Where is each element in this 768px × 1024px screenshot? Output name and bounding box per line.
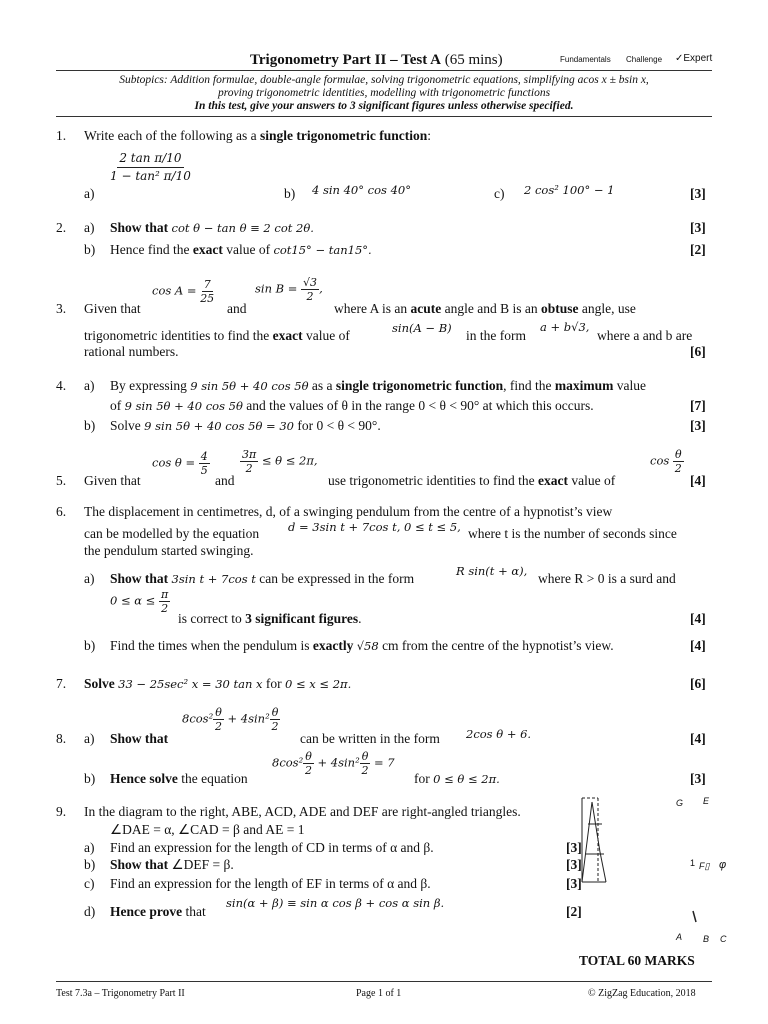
total-marks: TOTAL 60 MARKS bbox=[579, 953, 695, 968]
q9-c-label: c) bbox=[84, 876, 95, 891]
footer-right: © ZigZag Education, 2018 bbox=[588, 988, 696, 999]
level-challenge: Challenge bbox=[626, 55, 663, 64]
diagram-label-one: 1 bbox=[690, 858, 696, 868]
q9-number: 9. bbox=[56, 804, 67, 819]
q6-a-range: 0 ≤ α ≤ $\frac{\pi}{2}$ bbox=[110, 588, 169, 615]
footer-center: Page 1 of 1 bbox=[356, 988, 402, 999]
q5-range: $\frac{3\pi}{2}$ ≤ θ ≤ 2π, bbox=[242, 448, 318, 475]
q9-c-text: Find an expression for the length of EF in terms of α and β. bbox=[110, 876, 431, 891]
q3-line2: trigonometric identities to find the exact value of bbox=[84, 328, 350, 343]
q1-a-fraction: $\frac{\text{2 tan π/10}}{\text{1 − tan² π/10}}$ bbox=[110, 151, 191, 183]
q6-number: 6. bbox=[56, 504, 67, 519]
q2-a-label: a) bbox=[84, 220, 95, 235]
footer-rule bbox=[56, 981, 712, 982]
q1-b-label: b) bbox=[284, 186, 296, 201]
q3-sinB: sin B = $\frac{√3}{2}$ , bbox=[255, 276, 323, 303]
q6-line1: The displacement in centimetres, d, of a swinging pendulum from the centre of a hypnotist’s view bbox=[84, 504, 613, 519]
q2-b-marks: [2] bbox=[690, 242, 706, 257]
q1-a-label: a) bbox=[84, 186, 95, 201]
subtopics-line1: Subtopics: Addition formulae, double-angle formulae, solving trigonometric equations, simplifying acos x ± bsin x, bbox=[119, 74, 649, 86]
q3-number: 3. bbox=[56, 301, 67, 316]
q6-line2: can be modelled by the equation bbox=[84, 526, 260, 541]
level-expert: ✓Expert bbox=[675, 53, 713, 64]
q6-a-marks: [4] bbox=[690, 611, 706, 626]
q9-d-text: Hence prove that bbox=[110, 904, 206, 919]
q9-line1: In the diagram to the right, ABE, ACD, ADE and DEF are right-angled triangles. bbox=[84, 804, 521, 819]
q1-stem: Write each of the following as a single trigonometric function: bbox=[84, 128, 432, 143]
q5-and: and bbox=[215, 473, 235, 488]
q1-number: 1. bbox=[56, 128, 67, 143]
q4-a-line1: By expressing 9 sin 5θ + 40 cos 5θ as a single trigonometric function, find the maximum value bbox=[110, 378, 646, 393]
q1-marks: [3] bbox=[690, 186, 706, 201]
q6-a-label: a) bbox=[84, 571, 95, 586]
q3-where: where a and b are bbox=[597, 328, 693, 343]
diagram-label-f: F▯ bbox=[699, 861, 710, 871]
q6-equation: d = 3sin t + 7cos t, 0 ≤ t ≤ 5, bbox=[288, 520, 461, 534]
q8-a-marks: [4] bbox=[690, 731, 706, 746]
q6-line3: the pendulum started swinging. bbox=[84, 543, 254, 558]
q6-a-form: R sin(t + α), bbox=[456, 564, 528, 578]
q3-expr: sin(A − B) bbox=[392, 321, 452, 335]
q4-number: 4. bbox=[56, 378, 67, 393]
q8-a-label: a) bbox=[84, 731, 95, 746]
q8-a-text: can be written in the form bbox=[300, 731, 440, 746]
q5-text: use trigonometric identities to find the exact value of bbox=[328, 473, 616, 488]
q7-number: 7. bbox=[56, 676, 67, 691]
q1-b-expr: 4 sin 40° cos 40° bbox=[312, 183, 411, 197]
q6-line2b: where t is the number of seconds since bbox=[468, 526, 677, 541]
q8-a-form: 2cos θ + 6. bbox=[466, 727, 532, 741]
q6-b-marks: [4] bbox=[690, 638, 706, 653]
q9-d-marks: [2] bbox=[566, 904, 582, 919]
diagram-label-g: G bbox=[676, 798, 684, 808]
q3-line3: rational numbers. bbox=[84, 344, 179, 359]
q9-a-marks: [3] bbox=[566, 840, 582, 855]
q3-inform: in the form bbox=[466, 328, 526, 343]
q5-number: 5. bbox=[56, 473, 67, 488]
q6-a-line2: is correct to 3 significant figures. bbox=[178, 611, 362, 626]
diagram-label-e: E bbox=[703, 796, 710, 806]
page-title bbox=[250, 52, 503, 69]
q8-number: 8. bbox=[56, 731, 67, 746]
footer-left: Test 7.3a – Trigonometry Part II bbox=[56, 988, 185, 999]
q6-a-line1: Show that 3sin t + 7cos t can be expressed in the form bbox=[110, 571, 415, 586]
q6-b-line: Find the times when the pendulum is exactly √58 cm from the centre of the hypnotist’s view. bbox=[110, 638, 614, 653]
q9-b-text: Show that ∠DEF = β. bbox=[110, 857, 234, 872]
q8-b-label: b) bbox=[84, 771, 96, 786]
q5-value: cos $\frac{\theta}{2}$ bbox=[650, 448, 682, 475]
q3-form: a + b√3, bbox=[540, 320, 590, 334]
q8-a-expr: 8cos² $\frac{\theta}{2}$ + 4sin² $\frac{\theta}{2}$ bbox=[182, 706, 279, 733]
q4-a-label: a) bbox=[84, 378, 95, 393]
q3-marks: [6] bbox=[690, 344, 706, 359]
instruction: In this test, give your answers to 3 significant figures unless otherwise specified. bbox=[194, 100, 574, 112]
q9-b-label: b) bbox=[84, 857, 96, 872]
diagram-label-phi: φ bbox=[719, 859, 727, 871]
subheader-rule bbox=[56, 116, 712, 117]
q2-b-label: b) bbox=[84, 242, 96, 257]
q2-b: Hence find the exact value of cot15° − tan15°. bbox=[110, 242, 372, 257]
q5-marks: [4] bbox=[690, 473, 706, 488]
q4-b-marks: [3] bbox=[690, 418, 706, 433]
q8-b-text: Hence solve the equation bbox=[110, 771, 248, 786]
subtopics-line2: proving trigonometric identities, modelling with trigonometric functions bbox=[217, 87, 551, 99]
q9-a-label: a) bbox=[84, 840, 95, 855]
q9-diagram bbox=[578, 794, 718, 944]
q4-a-marks: [7] bbox=[690, 398, 706, 413]
q8-b-for: for 0 ≤ θ ≤ 2π. bbox=[414, 771, 500, 786]
diagram-label-a: A bbox=[676, 932, 683, 942]
title-time: (65 mins) bbox=[444, 52, 503, 68]
header-rule bbox=[56, 70, 712, 71]
q1-c-label: c) bbox=[494, 186, 505, 201]
q2-a: Show that cot θ − tan θ ≡ 2 cot 2θ. bbox=[110, 220, 314, 235]
q9-c-marks: [3] bbox=[566, 876, 582, 891]
q3-line1: where A is an acute angle and B is an obtuse angle, use bbox=[334, 301, 636, 316]
q1-c-expr: 2 cos² 100° − 1 bbox=[524, 183, 615, 197]
q9-d-expr: sin(α + β) ≡ sin α cos β + cos α sin β. bbox=[226, 896, 445, 910]
q7-line: Solve 33 − 25sec² x = 30 tan x for 0 ≤ x ≤ 2π. bbox=[84, 676, 352, 691]
q3-cosA: cos A = $\frac{7}{25}$ bbox=[152, 278, 215, 305]
q4-a-line2: of 9 sin 5θ + 40 cos 5θ and the values of θ in the range 0 < θ < 90° at which this occurs. bbox=[110, 398, 594, 413]
q4-b-label: b) bbox=[84, 418, 96, 433]
q5-cos: cos θ = $\frac{4}{5}$ bbox=[152, 450, 208, 477]
q7-marks: [6] bbox=[690, 676, 706, 691]
q8-b-expr: 8cos² $\frac{\theta}{2}$ + 4sin² $\frac{\theta}{2}$ = 7 bbox=[272, 750, 395, 777]
q6-b-label: b) bbox=[84, 638, 96, 653]
q2-number: 2. bbox=[56, 220, 67, 235]
title-main: Trigonometry Part II – Test A bbox=[250, 52, 441, 68]
q8-b-marks: [3] bbox=[690, 771, 706, 786]
q6-a-where: where R > 0 is a surd and bbox=[538, 571, 676, 586]
q3-given: Given that bbox=[84, 301, 141, 316]
q9-b-marks: [3] bbox=[566, 857, 582, 872]
q9-a-text: Find an expression for the length of CD in terms of α and β. bbox=[110, 840, 434, 855]
level-fundamentals: Fundamentals bbox=[560, 55, 611, 64]
q4-b: Solve 9 sin 5θ + 40 cos 5θ = 30 for 0 < θ < 90°. bbox=[110, 418, 381, 433]
q9-d-label: d) bbox=[84, 904, 96, 919]
diagram-label-c: C bbox=[720, 934, 727, 944]
q8-a-bold: Show that bbox=[110, 731, 169, 746]
q3-and: and bbox=[227, 301, 247, 316]
q9-line2: ∠DAE = α, ∠CAD = β and AE = 1 bbox=[110, 822, 305, 837]
q5-given: Given that bbox=[84, 473, 141, 488]
diagram-label-b: B bbox=[703, 934, 710, 944]
q2-a-marks: [3] bbox=[690, 220, 706, 235]
